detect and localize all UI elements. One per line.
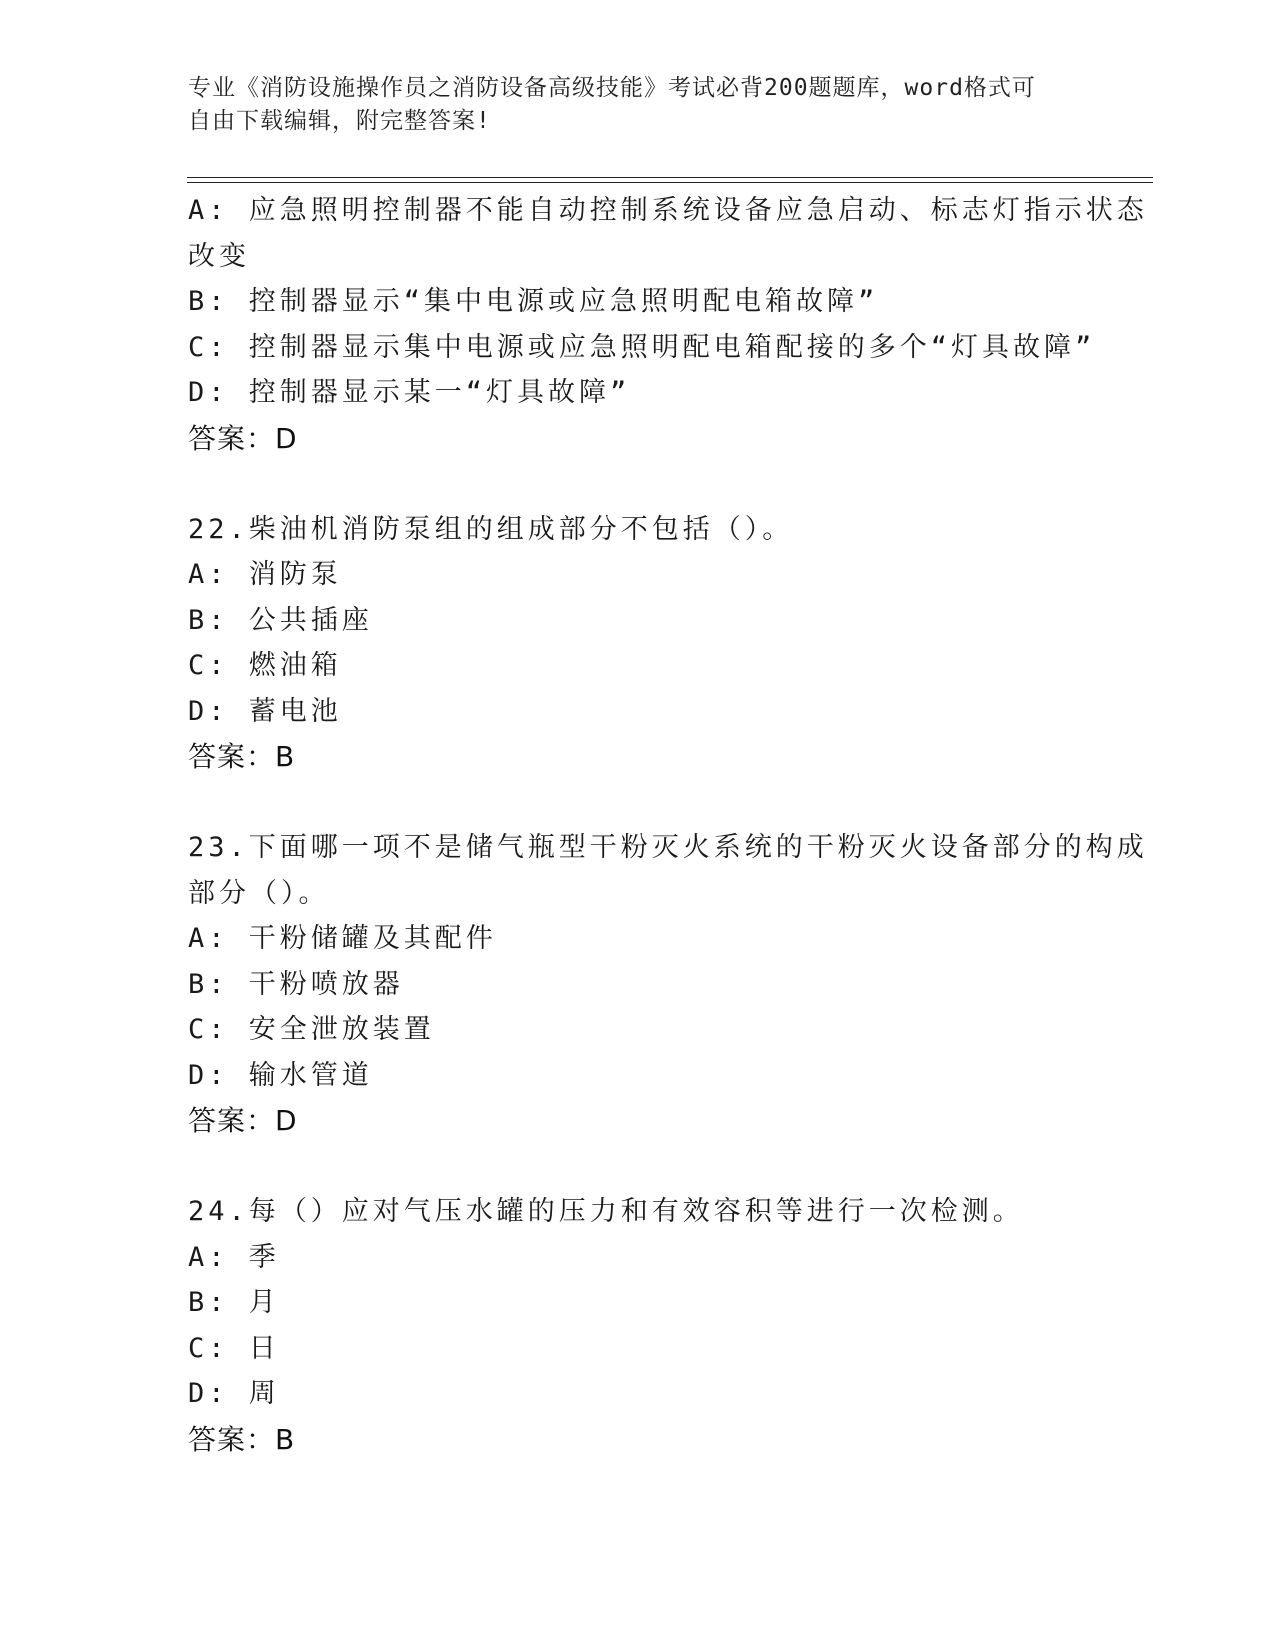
question-stem: 23.下面哪一项不是储气瓶型干粉灭火系统的干粉灭火设备部分的构成 xyxy=(188,832,1148,863)
option-c: C: 安全泄放装置 xyxy=(188,1014,435,1045)
question-content xyxy=(188,188,1148,1462)
question-spacer xyxy=(188,780,1088,826)
header-divider-bottom xyxy=(187,182,1153,183)
option-b: B: 干粉喷放器 xyxy=(188,968,404,1000)
question-24 xyxy=(188,1189,1088,1462)
option-a-continued: 改变 xyxy=(188,240,250,272)
option-b: B: 公共插座 xyxy=(188,604,373,636)
option-b: B: 控制器显示“集中电源或应急照明配电箱故障” xyxy=(188,286,879,317)
option-a: A: 应急照明控制器不能自动控制系统设备应急启动、标志灯指示状态 xyxy=(188,195,1148,226)
question-21-continuation xyxy=(188,188,1148,461)
option-a: A: 消防泵 xyxy=(188,559,342,590)
answer-line: 答案：B xyxy=(188,740,296,773)
answer-line: 答案：D xyxy=(188,1104,298,1137)
option-a: A: 干粉储罐及其配件 xyxy=(188,923,497,954)
question-22 xyxy=(188,507,1088,780)
option-c: C: 燃油箱 xyxy=(188,650,342,681)
option-a: A: 季 xyxy=(188,1241,280,1273)
option-d: D: 周 xyxy=(188,1378,280,1409)
option-d: D: 输水管道 xyxy=(188,1059,373,1091)
document-header xyxy=(188,72,1068,138)
option-d: D: 蓄电池 xyxy=(188,695,342,727)
header-line-1: 专业《消防设施操作员之消防设备高级技能》考试必背200题题库，word格式可 xyxy=(188,75,1036,101)
header-line-2: 自由下载编辑，附完整答案! xyxy=(188,108,491,134)
option-b: B: 月 xyxy=(188,1287,280,1318)
option-d: D: 控制器显示某一“灯具故障” xyxy=(188,377,631,408)
answer-line: 答案：B xyxy=(188,1422,296,1456)
option-c: C: 日 xyxy=(188,1332,280,1364)
answer-line: 答案：D xyxy=(188,421,298,455)
question-spacer xyxy=(188,461,1088,507)
question-23 xyxy=(188,825,1148,1144)
question-stem: 22.柴油机消防泵组的组成部分不包括（）。 xyxy=(188,513,794,545)
question-stem-continued: 部分（）。 xyxy=(188,877,330,909)
option-c: C: 控制器显示集中电源或应急照明配电箱配接的多个“灯具故障” xyxy=(188,331,1096,363)
question-stem: 24.每（）应对气压水罐的压力和有效容积等进行一次检测。 xyxy=(188,1196,1024,1227)
header-divider-top xyxy=(187,177,1153,178)
question-spacer xyxy=(188,1144,1088,1190)
